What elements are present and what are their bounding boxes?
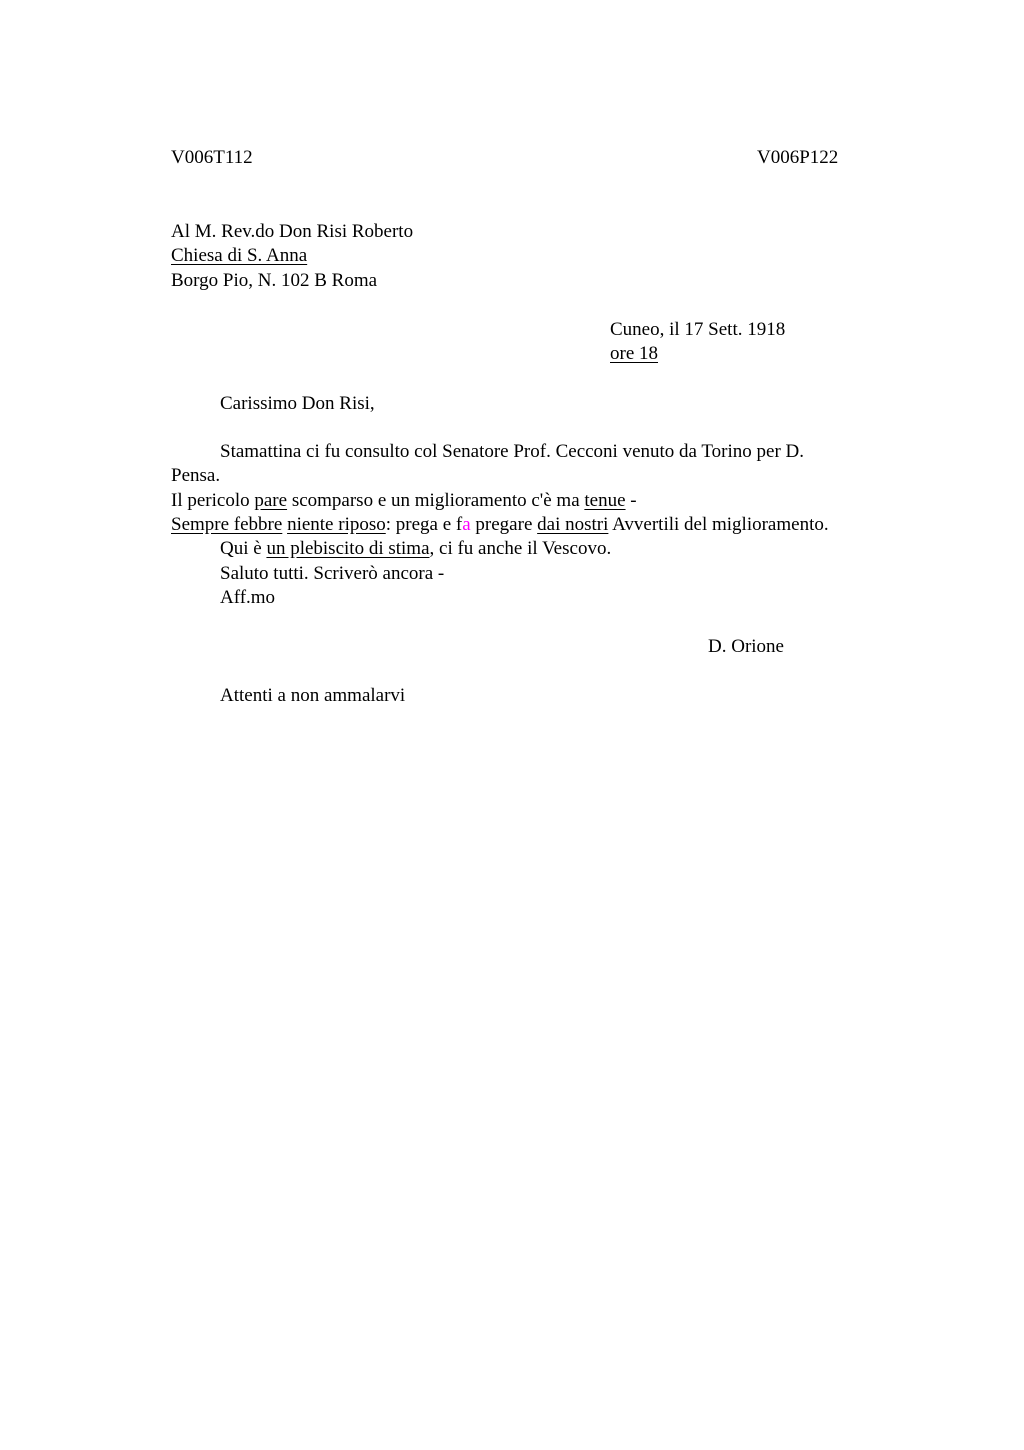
text-fragment: - <box>625 490 637 511</box>
text-fragment: Il pericolo <box>171 490 255 511</box>
text-fragment: Qui è <box>220 538 267 559</box>
salutation: Carissimo Don Risi, <box>220 393 375 414</box>
address-line-street: Borgo Pio, N. 102 B Roma <box>171 270 378 291</box>
text-fragment: Avvertili del miglioramento. <box>608 514 829 535</box>
closing: Aff.mo <box>220 587 276 608</box>
text-fragment: , ci fu anche il Vescovo. <box>429 538 612 559</box>
postscript: Attenti a non ammalarvi <box>220 685 406 706</box>
underlined-text: niente riposo <box>287 514 386 535</box>
body-line-3 <box>171 489 637 513</box>
underlined-text: pare <box>254 490 288 511</box>
body-line-2: Pensa. <box>171 465 221 486</box>
body-line-5 <box>220 537 611 561</box>
address-line-church: Chiesa di S. Anna <box>171 245 308 266</box>
archive-code-right: V006P122 <box>757 147 839 168</box>
body-line-4 <box>171 513 829 537</box>
address-line-recipient: Al M. Rev.do Don Risi Roberto <box>171 221 414 242</box>
archive-code-left: V006T112 <box>171 147 253 168</box>
underlined-text: Sempre febbre <box>171 514 283 535</box>
body-line-6: Saluto tutti. Scriverò ancora - <box>220 563 445 584</box>
underlined-text: dai nostri <box>537 514 609 535</box>
text-fragment: : prega e f <box>385 514 463 535</box>
underlined-text: un plebiscito di stima <box>266 538 430 559</box>
underlined-text: tenue <box>584 490 626 511</box>
place-date: Cuneo, il 17 Sett. 1918 <box>610 319 786 340</box>
highlighted-letter: a <box>462 514 471 535</box>
time-of-writing: ore 18 <box>610 343 659 364</box>
text-fragment: pregare <box>470 514 538 535</box>
body-line-1: Stamattina ci fu consulto col Senatore Prof. Cecconi venuto da Torino per D. <box>220 441 805 462</box>
signature: D. Orione <box>708 636 784 657</box>
text-fragment: scomparso e un miglioramento c'è ma <box>287 490 585 511</box>
